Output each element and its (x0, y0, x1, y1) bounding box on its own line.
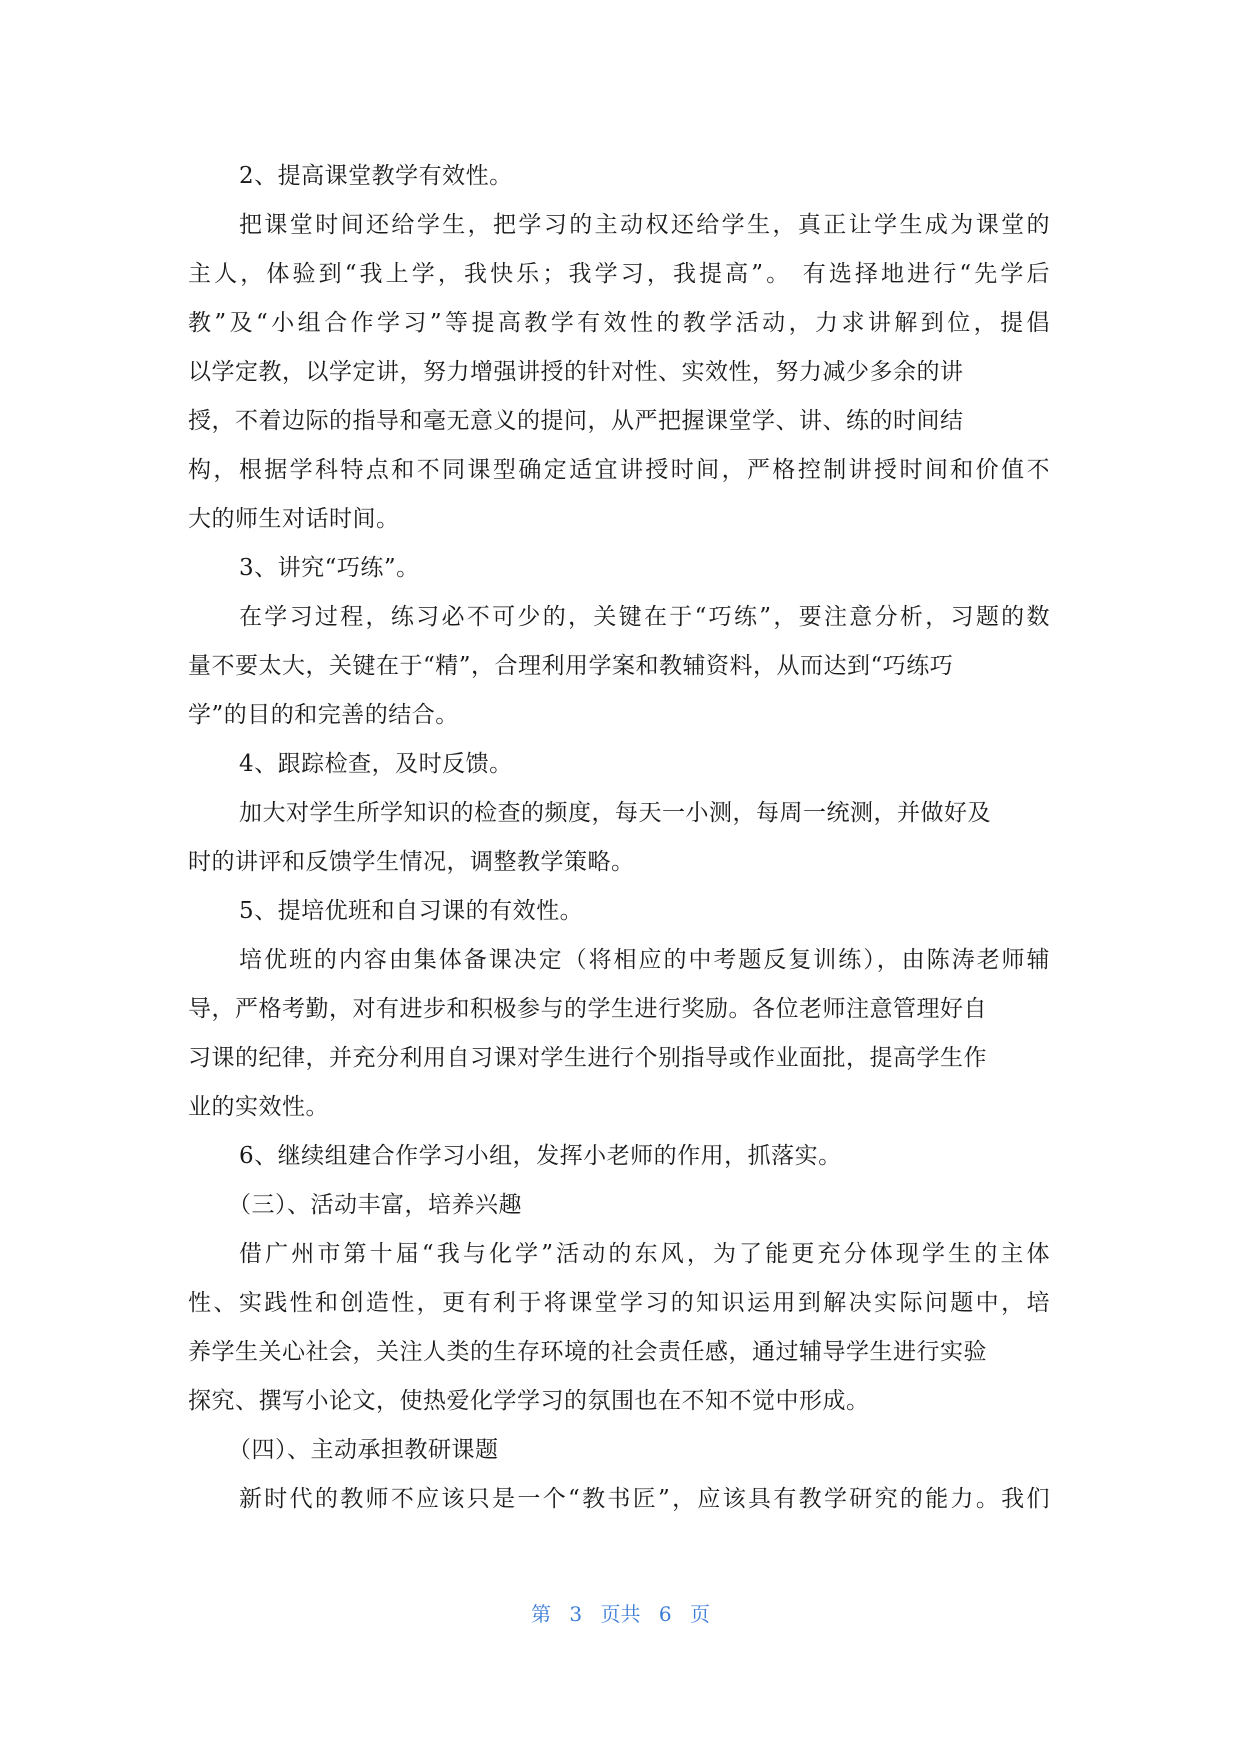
heading-line: 4、跟踪检查，及时反馈。 (239, 751, 513, 777)
body-text (188, 152, 1050, 1524)
text-line: 性、实践性和创造性，更有利于将课堂学习的知识运用到解决实际问题中，培 (188, 1290, 1050, 1316)
text-line: 量不要太大，关键在于“精”，合理利用学案和教辅资料，从而达到“巧练巧 (188, 653, 954, 679)
text-line: 时的讲评和反馈学生情况，调整教学策略。 (188, 849, 635, 875)
heading-line: 3、讲究“巧练”。 (239, 555, 420, 581)
text-line: 习课的纪律，并充分利用自习课对学生进行个别指导或作业面批，提高学生作 (188, 1045, 987, 1071)
text-line: 学”的目的和完善的结合。 (188, 702, 459, 728)
current-page-number: 3 (569, 1602, 583, 1626)
text-line: 探究、撰写小论文，使热爱化学学习的氛围也在不知不觉中形成。 (188, 1388, 870, 1414)
section-heading: （四）、主动承担教研课题 (228, 1437, 499, 1463)
text-line: 导，严格考勤，对有进步和积极参与的学生进行奖励。各位老师注意管理好自 (188, 996, 987, 1022)
section-heading: （三）、活动丰富，培养兴趣 (228, 1192, 522, 1218)
text-line: 在学习过程，练习必不可少的，关键在于“巧练”，要注意分析，习题的数 (239, 604, 1050, 630)
text-line: 教”及“小组合作学习”等提高教学有效性的教学活动，力求讲解到位，提倡 (188, 310, 1050, 336)
footer-suffix: 页 (689, 1602, 710, 1626)
total-pages-number: 6 (658, 1602, 672, 1626)
text-line: 借广州市第十届“我与化学”活动的东风，为了能更充分体现学生的主体 (239, 1241, 1050, 1267)
page-footer (0, 1598, 1241, 1627)
heading-line: 6、继续组建合作学习小组，发挥小老师的作用，抓落实。 (239, 1143, 842, 1169)
text-line: 授，不着边际的指导和毫无意义的提问，从严把握课堂学、讲、练的时间结 (188, 408, 964, 434)
footer-middle: 页共 (600, 1602, 641, 1626)
heading-line: 2、提高课堂教学有效性。 (239, 163, 513, 189)
text-line: 新时代的教师不应该只是一个“教书匠”，应该具有教学研究的能力。我们 (239, 1486, 1050, 1512)
text-line: 主人，体验到“我上学，我快乐；我学习，我提高”。 有选择地进行“先学后 (188, 261, 1050, 287)
text-line: 大的师生对话时间。 (188, 506, 400, 532)
text-line: 业的实效性。 (188, 1094, 329, 1120)
heading-line: 5、提培优班和自习课的有效性。 (239, 898, 584, 924)
text-line: 培优班的内容由集体备课决定（将相应的中考题反复训练），由陈涛老师辅 (239, 947, 1050, 973)
text-line: 把课堂时间还给学生，把学习的主动权还给学生，真正让学生成为课堂的 (239, 212, 1050, 238)
footer-prefix: 第 (531, 1602, 552, 1626)
text-line: 构，根据学科特点和不同课型确定适宜讲授时间，严格控制讲授时间和价值不 (188, 457, 1050, 483)
text-line: 养学生关心社会，关注人类的生存环境的社会责任感，通过辅导学生进行实验 (188, 1339, 987, 1365)
text-line: 加大对学生所学知识的检查的频度，每天一小测，每周一统测，并做好及 (239, 800, 991, 826)
text-line: 以学定教，以学定讲，努力增强讲授的针对性、实效性，努力减少多余的讲 (188, 359, 964, 385)
